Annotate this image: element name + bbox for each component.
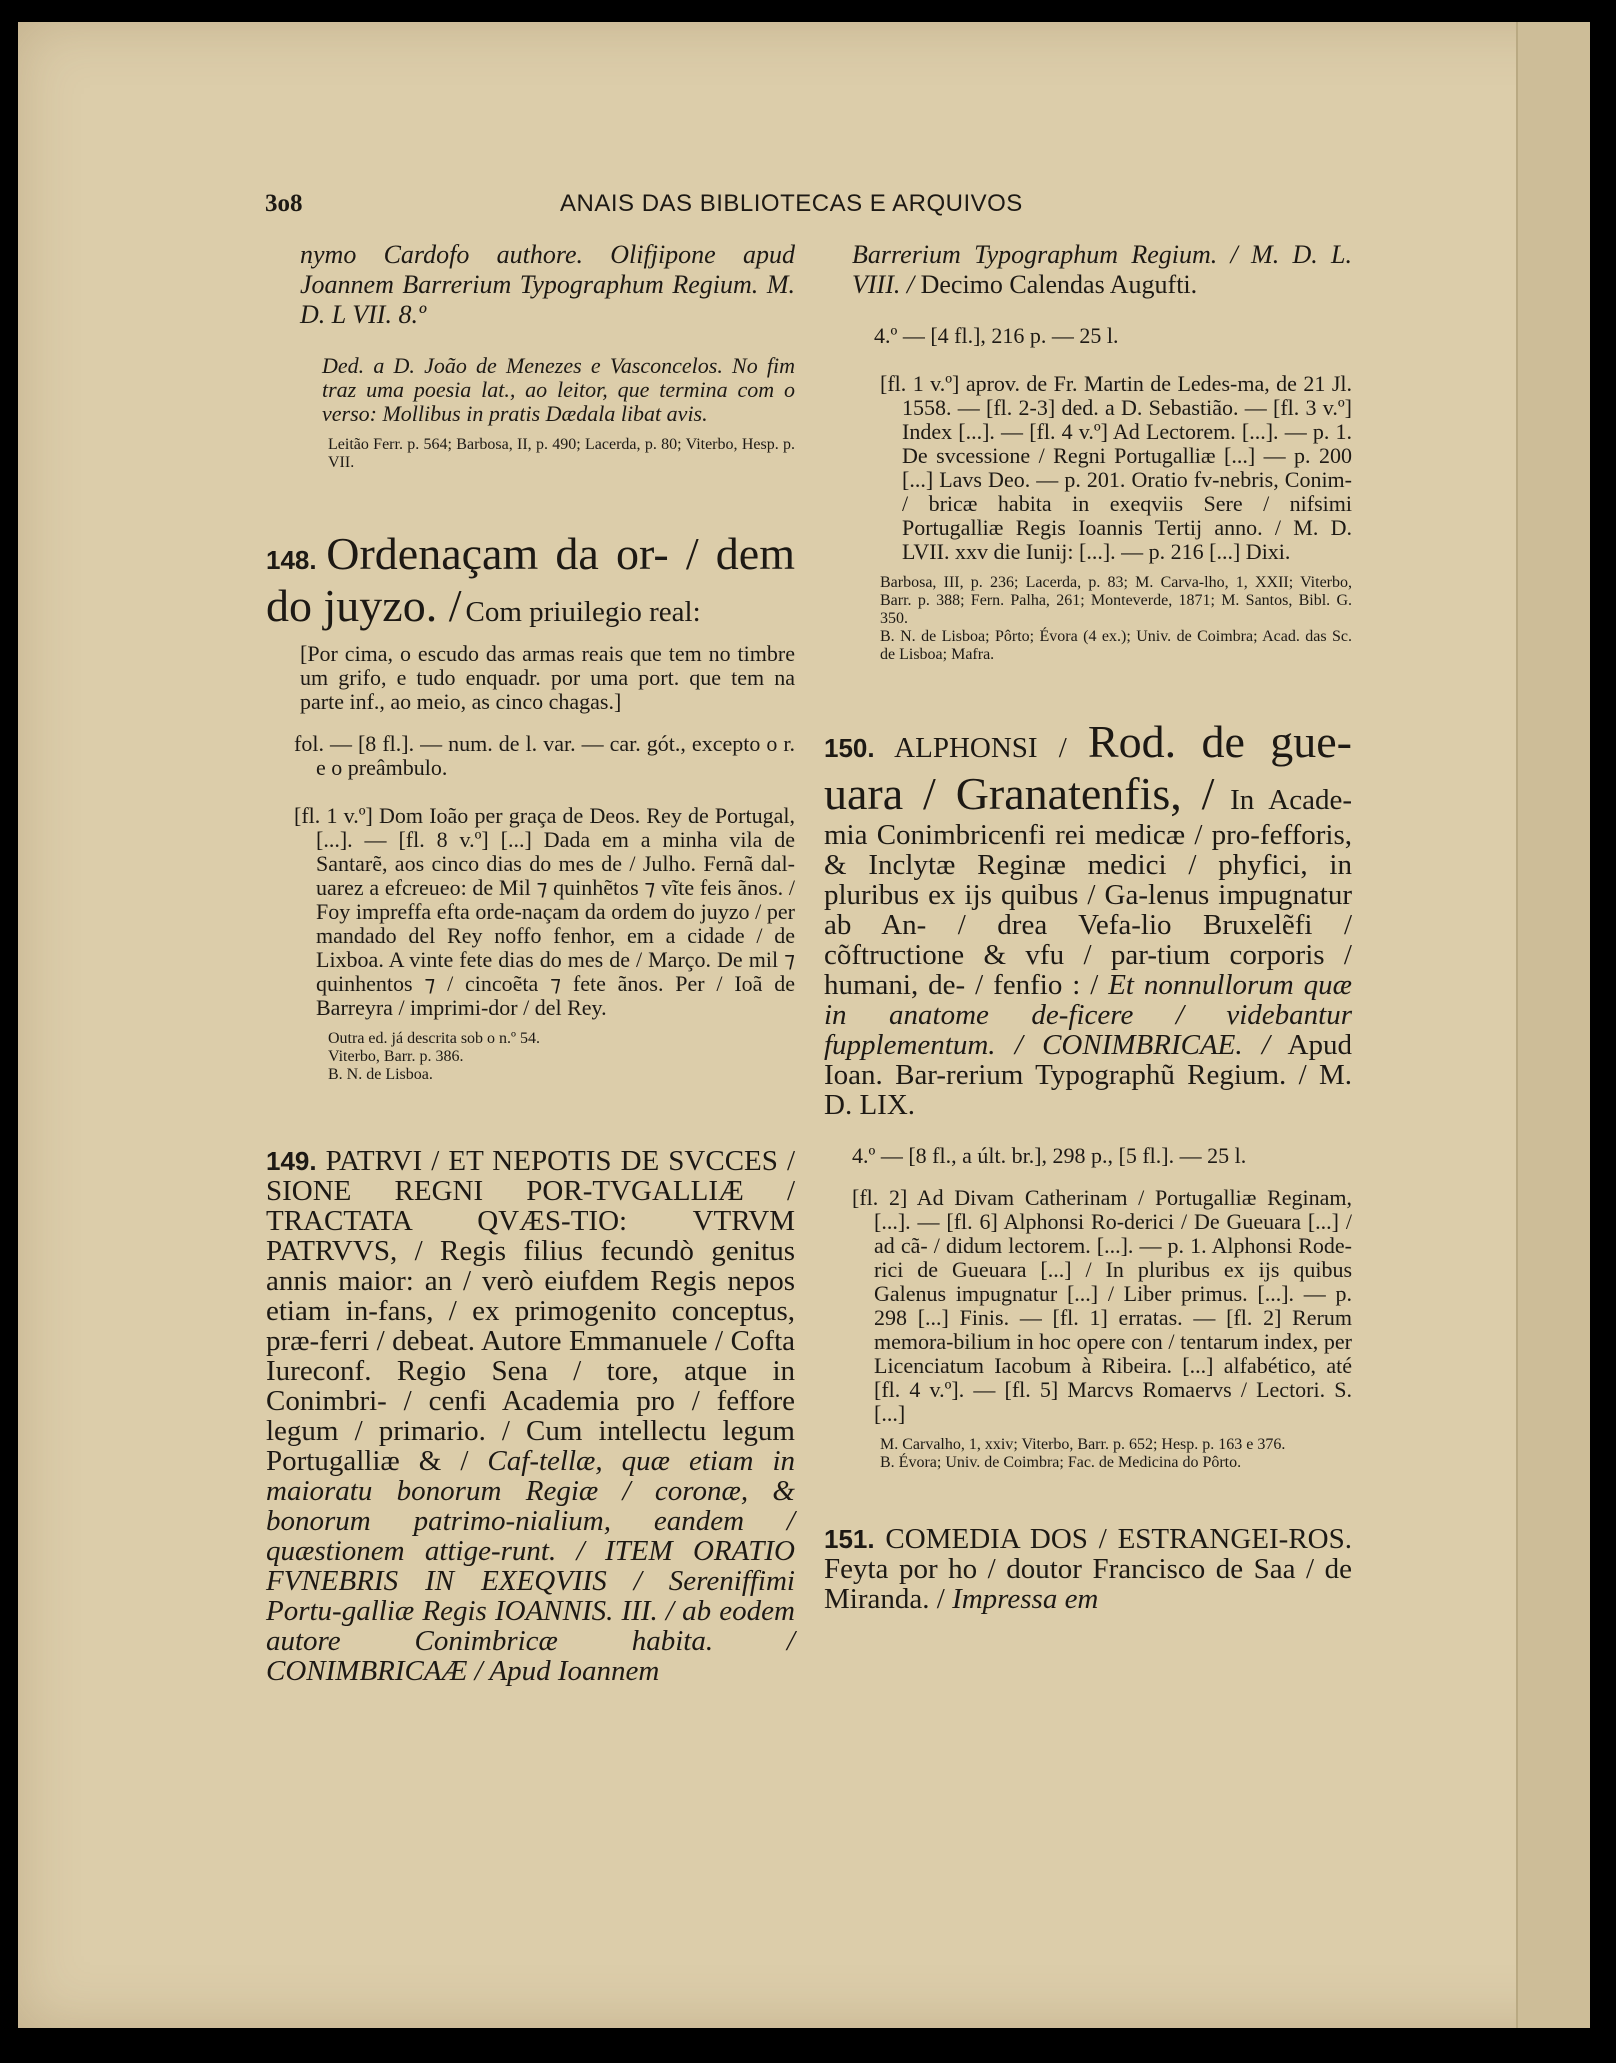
continued-title-rest: Decimo Calendas Augufti. [920,270,1198,299]
entry-number: 151. [824,1524,875,1554]
running-title: ANAIS DAS BIBLIOTECAS E ARQUIVOS [560,190,1023,217]
entry-149 [266,1146,795,1686]
entry-150 [824,716,1352,1472]
entry-number: 149. [266,1146,317,1176]
entry-title-italic: Impressa em [952,1583,1099,1615]
entry-title: COMEDIA DOS / ESTRANGEI-ROS. Feyta por ho / doutor Francisco de Saa / de Miranda. / [824,1523,1352,1615]
continued-note: Ded. a D. João de Menezes e Vasconcelos. No fim traz uma poesia lat., ao leitor, que termina com o verso: Mollibus in pratis Dædala libat avis. [322,353,795,426]
continued-title-italic: Barrerium Typographum Regium. / M. D. L. VIII. / [852,240,1352,299]
entry-reference: B. Évora; Univ. de Coimbra; Fac. de Medicina do Pôrto. [880,1454,1242,1471]
entry-title-italic: Caf-tellæ, quæ etiam in maioratu bonorum Regiæ / coronæ, & bonorum patrimo-nialium, eandem / quæstionem attige-runt. / ITEM ORATIO FVNEBRIS IN EXEQVIIS / Sereniffimi Portu-galliæ Regis IOANNIS. III. / ab eodem autore Conimbricæ habita. / CONIMBRICAÆ / Apud Ioannem [266,1445,796,1687]
entry-title-large: Rod. de gue-uara / Granatenfis, / [824,716,1352,819]
right-column [824,240,1352,1615]
running-header [265,190,1065,222]
entry-reference: B. N. de Lisboa. [328,1066,433,1083]
entry-title-end: Apud Ioan. Bar-rerium Typographũ Regium. / M. D. LIX. [824,1029,1352,1121]
entry-number: 148. [266,545,317,575]
entry-title-rest: Com priuilegio real: [465,596,701,628]
continued-references: Leitão Ferr. p. 564; Barbosa, II, p. 490; Lacerda, p. 80; Viterbo, Hesp. p. VII. [328,436,795,471]
entry-148 [266,528,795,1084]
entry-title-italic: Et nonnullorum quæ in anatome de-ficere / videbantur fupplementum. / CONIMBRICAE. / [824,969,1352,1061]
next-page-edge [1518,22,1590,2028]
continued-title: nymo Cardofo authore. Olifjipone apud Joannem Barrerium Typographum Regium. M. D. L VII. 8.º [300,240,795,329]
left-column [266,240,796,1687]
entry-title-body: In Acade-mia Conimbricenfi rei medicæ / pro-fefforis, & Inclytæ Reginæ medici / phyfici, in pluribus ex ijs quibus / Ga-lenus impugnatur ab An- / drea Vefa-lio Bruxelẽfi / cõftructione & vfu / par-tium corporis / humani, de- / fenfio : / [824,784,1352,1001]
continued-collation: 4.º — [4 fl.], 216 p. — 25 l. [874,323,1119,348]
entry-title-caps: PATRVI / ET NEPOTIS DE SVCCES / SIONE REGNI POR-TVGALLIÆ / TRACTATA QVÆS-TIO: VTRVM PATRVVS, / [266,1145,796,1267]
entry-title-body: Regis filius fecundò genitus annis maior: an / verò eiufdem Regis nepos etiam in-fans, / ex primogenito conceptus, præ-ferri / debeat. Autore Emmanuele / Cofta Iureconf. Regio Sena / tore, atque in Conimbri- / cenfi Academia pro / feffore legum / primario. / Cum intellectu legum Portugalliæ & / [266,1235,796,1477]
entry-title-caps: ALPHONSI / [894,732,1067,764]
entry-reference: M. Carvalho, 1, xxiv; Viterbo, Barr. p. 652; Hesp. p. 163 e 376. [880,1436,1286,1453]
entry-description: [Por cima, o escudo das armas reais que tem no timbre um grifo, e tudo enquadr. por uma port. que tem na parte inf., ao meio, as cinco chagas.] [300,641,795,714]
continued-holdings: B. N. de Lisboa; Pôrto; Évora (4 ex.); Univ. de Coimbra; Acad. das Sc. de Lisboa; Mafra. [880,628,1352,663]
entry-reference: Viterbo, Barr. p. 386. [328,1048,464,1065]
page-number: 3o8 [265,190,303,217]
page-sheet [18,22,1590,2028]
entry-151 [824,1524,1352,1614]
entry-collation: fol. — [8 fl.]. — num. de l. var. — car. gót., excepto o r. e o preâmbulo. [294,731,795,780]
entry-reference: Outra ed. já descrita sob o n.º 54. [328,1030,541,1047]
entry-contents: [fl. 1 v.º] Dom Ioão per graça de Deos. Rey de Portugal, [...]. — [fl. 8 v.º] [...] Dada em a minha vila de Santarẽ, aos cinco dias do mes de / Julho. Fernã dal-uarez a efcreueo: de Mil ⁊ quinhẽtos ⁊ vĩte feis ãnos. / Foy impreffa efta orde-naçam da ordem do juyzo / per mandado del Rey noffo fenhor, em a cidade / de Lixboa. A vinte fete dias do mes de / Março. De mil ⁊ quinhentos ⁊ / cincoẽta ⁊ fete ãnos. Per / Ioã de Barreyra / imprimi-dor / del Rey. [294,803,795,1020]
continued-references: Barbosa, III, p. 236; Lacerda, p. 83; M. Carva-lho, 1, XXII; Viterbo, Barr. p. 388; Fern. Palha, 261; Monteverde, 1871; M. Santos, Bibl. G. 350. [880,574,1352,627]
entry-number: 150. [824,733,875,763]
page-gutter [1516,22,1518,2028]
entry-collation: 4.º — [8 fl., a últ. br.], 298 p., [5 fl.]. — 25 l. [852,1143,1247,1168]
continued-contents: [fl. 1 v.º] aprov. de Fr. Martin de Ledes-ma, de 21 Jl. 1558. — [fl. 2-3] ded. a D. Sebastião. — [fl. 3 v.º] Index [...]. — [fl. 4 v.º] Ad Lectorem. [...]. — p. 1. De svcessione / Regni Portugalliæ [...] — p. 200 [...] Lavs Deo. — p. 201. Oratio fv-nebris, Conim- / bricæ habita in exeqviis Sere / nifsimi Portugalliæ Regis Ioannis Tertij anno. / M. D. LVII. xxv die Iunij: [...]. — p. 216 [...] Dixi. [880,371,1352,564]
entry-contents: [fl. 2] Ad Divam Catherinam / Portugalliæ Reginam, [...]. — [fl. 6] Alphonsi Ro-derici / De Gueuara [...] / ad cã- / didum lectorem. [...]. — p. 1. Alphonsi Rode-rici de Gueuara [...] / In pluribus ex ijs quibus Galenus impugnatur [...] / Liber primus. [...]. — p. 298 [...] Finis. — [fl. 1] erratas. — [fl. 2] Rerum memora-bilium in hoc opere con / tentarum index, per Licenciatum Iacobum à Ribeira. [...] alfabético, até [fl. 4 v.º]. — [fl. 5] Marcvs Romaervs / Lectori. S. [...] [852,1185,1352,1426]
entry-title-large: Ordenaçam da or- / dem do juyzo. / [266,528,795,631]
